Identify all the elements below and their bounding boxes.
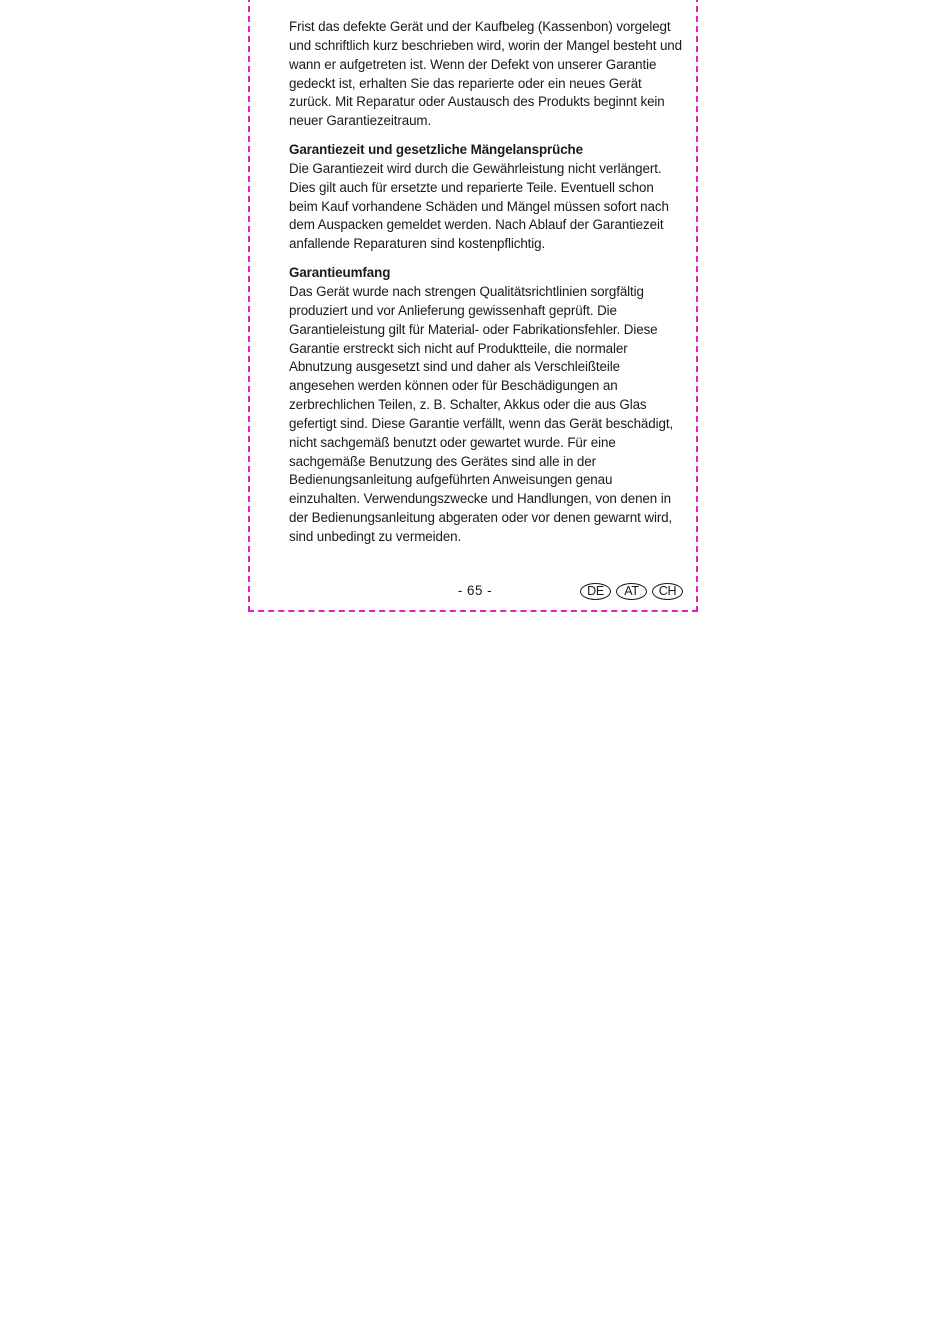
section-heading: Garantiezeit und gesetzliche Mängelansprüche bbox=[289, 142, 583, 158]
intro-paragraph: Frist das defekte Gerät und der Kaufbeleg (Kassenbon) vorgelegt und schriftlich kurz beschrieben wird, worin der Mangel besteht und wann er aufgetreten ist. Wenn der Defekt von unserer Garantie gedeckt ist, erhalten Sie das reparierte oder ein neues Gerät zurück. Mit Reparatur oder Austausch des Produkts beginnt kein neuer Garantiezeitraum. bbox=[289, 19, 682, 129]
section-warranty-scope bbox=[289, 264, 685, 547]
country-badge-ch: CH bbox=[652, 583, 683, 600]
section-body: Die Garantiezeit wird durch die Gewährleistung nicht verlängert. Dies gilt auch für ersetzte und reparierte Teile. Eventuell schon beim Kauf vorhandene Schäden und Mängel müssen sofort nach dem Auspacken gemeldet werden. Nach Ablauf der Garantiezeit anfallende Reparaturen sind kostenpflichtig. bbox=[289, 160, 669, 252]
page-footer bbox=[289, 580, 685, 604]
section-heading: Garantieumfang bbox=[289, 265, 391, 281]
document-body bbox=[289, 18, 685, 547]
page-number: - 65 - bbox=[457, 583, 493, 598]
country-badge-at: AT bbox=[616, 583, 647, 600]
country-badges bbox=[580, 583, 683, 600]
country-badge-de: DE bbox=[580, 583, 611, 600]
section-body: Das Gerät wurde nach strengen Qualitätsrichtlinien sorgfältig produziert und vor Anlieferung gewissenhaft geprüft. Die Garantieleistung gilt für Material- oder Fabrikationsfehler. Diese Garantie erstreckt sich nicht auf Produktteile, die normaler Abnutzung ausgesetzt sind und daher als Verschleißteile angesehen werden können oder für Beschädigungen an zerbrechlichen Teilen, z. B. Schalter, Akkus oder die aus Glas gefertigt sind. Diese Garantie verfällt, wenn das Gerät beschädigt, nicht sachgemäß benutzt oder gewartet wurde. Für eine sachgemäße Benutzung des Gerätes sind alle in der Bedienungsanleitung aufgeführten Anweisungen genau einzuhalten. Verwendungszwecke und Handlungen, von denen in der Bedienungsanleitung abgeraten oder vor denen gewarnt wird, sind unbedingt zu vermeiden. bbox=[289, 283, 674, 544]
section-warranty-period bbox=[289, 141, 685, 254]
